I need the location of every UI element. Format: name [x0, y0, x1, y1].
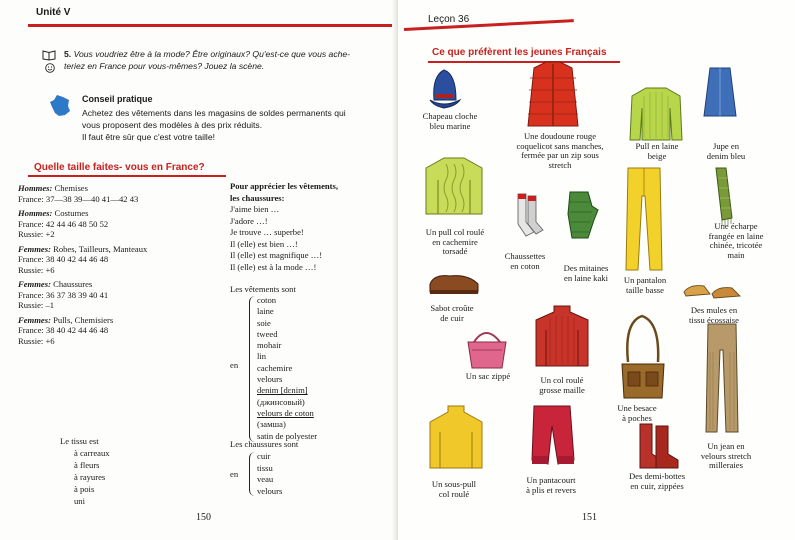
caption-line: en cachemire — [432, 236, 478, 247]
item-caption — [606, 404, 668, 423]
item-caption — [696, 142, 756, 161]
caption-line: fermée par un zip sous — [521, 150, 599, 161]
france-map-icon — [49, 94, 73, 118]
caption-line: col roulé — [438, 488, 470, 499]
caption-line: Une doudoune rouge — [523, 131, 597, 141]
material-item: cuir — [257, 451, 271, 461]
top-rule — [28, 24, 398, 27]
caption-line: frangée en laine — [708, 230, 764, 241]
apprecier-title: les chaussures: — [230, 192, 285, 203]
item-caption — [622, 142, 692, 161]
denim-skirt-icon — [702, 66, 738, 118]
material-item: soie — [257, 317, 271, 328]
item-caption — [508, 132, 612, 170]
caption-line: coquelicot sans manches, — [516, 140, 604, 151]
caption-line: Un sous-pull — [431, 479, 477, 489]
caption-line: Un pantacourt — [526, 475, 576, 485]
caption-line: Un col roulé — [540, 375, 584, 385]
satchel-icon — [620, 312, 666, 400]
chaussures-en: en — [230, 469, 239, 479]
green-sweater-icon — [630, 86, 682, 142]
material-item: (замша) — [257, 419, 286, 430]
vetements-list — [257, 295, 317, 442]
taille-underline — [28, 175, 226, 177]
red-turtleneck-icon — [534, 304, 590, 370]
size-who: Femmes: — [18, 314, 51, 325]
chaussures-heading: Les chaussures sont — [230, 439, 299, 449]
size-row: France: 38 40 42 44 46 48 — [18, 254, 109, 264]
apprecier-block — [230, 181, 338, 273]
vetements-en: en — [230, 360, 239, 370]
apprecier-title: Pour apprécier les vêtements, — [230, 181, 339, 191]
item-caption — [496, 252, 554, 271]
caption-line: Un pull col roulé — [425, 227, 485, 237]
material-item: velours — [257, 485, 283, 496]
caption-line: Une écharpe — [714, 221, 758, 231]
conseil-title: Conseil pratique — [82, 94, 153, 104]
caption-line: Des mitaines — [563, 263, 609, 273]
item-caption — [414, 112, 486, 131]
mittens-icon — [564, 188, 602, 240]
mules-icon — [682, 278, 742, 300]
clog-icon — [428, 270, 480, 296]
size-item: Chaussures — [53, 279, 93, 289]
caption-line: en cuir, zippées — [630, 480, 684, 491]
cable-sweater-icon — [424, 156, 484, 218]
caption-line: Des demi-bottes — [628, 471, 686, 481]
apprecier-phrase: J'adore …! — [230, 215, 268, 226]
conseil-text — [82, 107, 346, 143]
caption-line: Un jean en — [707, 441, 745, 451]
exercise-number: 5. — [64, 49, 72, 59]
size-row: France: 42 44 46 48 50 52 — [18, 218, 109, 229]
material-item: denim [dɛnim] — [257, 385, 308, 396]
exercise-line: teriez en France pour vous-mêmes? Jouez la scène. — [64, 61, 265, 71]
ankle-boots-icon — [636, 422, 680, 470]
vetements-brace — [249, 296, 255, 442]
caption-line: Des mules en — [690, 305, 738, 315]
tissu-intro: Le tissu est — [60, 436, 99, 446]
size-who: Femmes: — [18, 243, 51, 254]
vetements-heading: Les vêtements sont — [230, 284, 296, 294]
tissu-pattern: à pois — [74, 484, 95, 494]
material-item: lin — [257, 351, 267, 362]
caption-line: Un sac zippé — [465, 371, 511, 381]
apprecier-phrase: J'aime bien … — [230, 204, 280, 214]
tissu-pattern: à fleurs — [74, 460, 100, 470]
caption-line: Jupe en — [712, 141, 739, 151]
caption-line: beige — [647, 150, 667, 161]
caption-line: de cuir — [440, 312, 464, 323]
page-number-left: 150 — [196, 512, 211, 523]
caption-line: taille basse — [626, 284, 664, 295]
caption-line: Chapeau cloche — [422, 111, 478, 121]
red-vest-icon — [524, 60, 582, 130]
chaussures-brace — [249, 452, 255, 496]
item-caption — [688, 442, 764, 471]
caption-line: Une besace — [617, 403, 657, 413]
caption-line: torsadé — [442, 246, 468, 257]
size-who: Femmes: — [18, 279, 51, 289]
right-heading: Ce que préfèrent les jeunes Français — [432, 47, 607, 58]
item-caption — [418, 480, 490, 499]
apprecier-phrase: Il (elle) est à la mode …! — [230, 261, 317, 272]
size-item: Pulls, Chemisiers — [53, 314, 114, 325]
caption-line: bleu marine — [429, 120, 471, 131]
size-item: Costumes — [54, 208, 89, 218]
material-item: satin de polyester — [257, 430, 318, 441]
caption-line: denim bleu — [706, 150, 746, 161]
lesson-header: Leçon 36 — [428, 14, 470, 25]
item-caption — [698, 222, 774, 260]
item-caption — [510, 476, 592, 495]
yellow-trousers-icon — [624, 166, 664, 272]
chaussures-list — [257, 451, 282, 497]
caption-line: velours stretch — [700, 450, 752, 461]
item-caption — [616, 276, 674, 295]
tissu-pattern: uni — [74, 496, 85, 506]
size-row: Russie: +2 — [18, 229, 55, 239]
socks-icon — [512, 192, 544, 238]
size-row: Russie: –1 — [18, 300, 55, 310]
caption-line: tissu écossaise — [689, 314, 739, 325]
smiley-icon — [45, 63, 55, 73]
material-item: coton — [257, 295, 277, 305]
red-capri-icon — [528, 404, 576, 466]
item-caption — [616, 472, 698, 491]
caption-line: Chaussettes — [504, 251, 546, 261]
book-icon — [42, 50, 56, 60]
item-caption — [678, 306, 750, 325]
size-item: Chemises — [54, 183, 88, 193]
size-who: Hommes: — [18, 208, 53, 218]
size-table — [18, 183, 147, 346]
caption-line: à plis et revers — [526, 484, 576, 495]
size-row: Russie: +6 — [18, 335, 55, 346]
pink-bag-icon — [464, 326, 510, 370]
tissu-pattern: à rayures — [74, 472, 106, 482]
page-number-right: 151 — [582, 512, 597, 523]
exercise-text — [64, 48, 350, 72]
conseil-line: vous proposent des modèles à des prix réduits. — [82, 120, 263, 130]
caption-line: en coton — [510, 260, 540, 271]
material-item: tissu — [257, 462, 273, 473]
size-row: France: 37—38 39—40 41—42 43 — [18, 193, 139, 204]
size-row: France: 38 40 42 44 46 48 — [18, 325, 109, 335]
caption-line: main — [727, 249, 745, 260]
material-item: (джинсовый) — [257, 396, 305, 407]
tissu-pattern: à carreaux — [74, 448, 110, 458]
caption-line: chinée, tricotée — [709, 240, 763, 251]
item-caption — [420, 304, 484, 323]
item-caption — [414, 228, 496, 257]
taille-heading: Quelle taille faites- vous en France? — [34, 162, 205, 173]
material-item: velours — [257, 374, 283, 385]
material-item: mohair — [257, 340, 282, 351]
apprecier-phrase: Il (elle) est bien …! — [230, 238, 298, 249]
caption-line: milleraies — [709, 460, 743, 471]
cloche-hat-icon — [426, 66, 462, 110]
conseil-line: Il faut être sûr que c'est votre taille! — [82, 132, 215, 142]
caption-line: en laine kaki — [564, 272, 608, 283]
apprecier-phrase: Je trouve … superbe! — [230, 227, 304, 237]
apprecier-phrase: Il (elle) est magnifique …! — [230, 250, 323, 260]
yellow-top-icon — [428, 404, 484, 472]
caption-line: Pull en laine — [635, 141, 679, 151]
item-caption — [456, 372, 520, 382]
unit-header: Unité V — [36, 7, 71, 18]
caption-line: à poches — [622, 412, 652, 423]
item-caption — [526, 376, 598, 395]
corduroy-jeans-icon — [704, 322, 740, 434]
material-item: cachemire — [257, 362, 293, 373]
caption-line: stretch — [548, 159, 572, 170]
material-item: velours de coton — [257, 407, 314, 418]
size-item: Robes, Tailleurs, Manteaux — [53, 243, 148, 254]
caption-line: Un pantalon — [623, 275, 667, 285]
material-item: tweed — [257, 328, 278, 339]
tissu-block — [60, 435, 110, 507]
item-caption — [554, 264, 618, 283]
size-row: Russie: +6 — [18, 264, 55, 275]
material-item: laine — [257, 306, 274, 317]
right-page — [398, 0, 795, 540]
exercise-line: Vous voudriez être à la mode? Être originaux? Qu'est-ce que vous ache- — [73, 49, 351, 59]
scarf-icon — [710, 166, 734, 226]
size-who: Hommes: — [18, 183, 53, 193]
size-row: France: 36 37 38 39 40 41 — [18, 289, 109, 300]
conseil-line: Achetez des vêtements dans les magasins de soldes permanents qui — [82, 108, 346, 118]
material-item: veau — [257, 474, 274, 484]
caption-line: grosse maille — [539, 384, 585, 395]
caption-line: Sabot croûte — [430, 303, 474, 313]
